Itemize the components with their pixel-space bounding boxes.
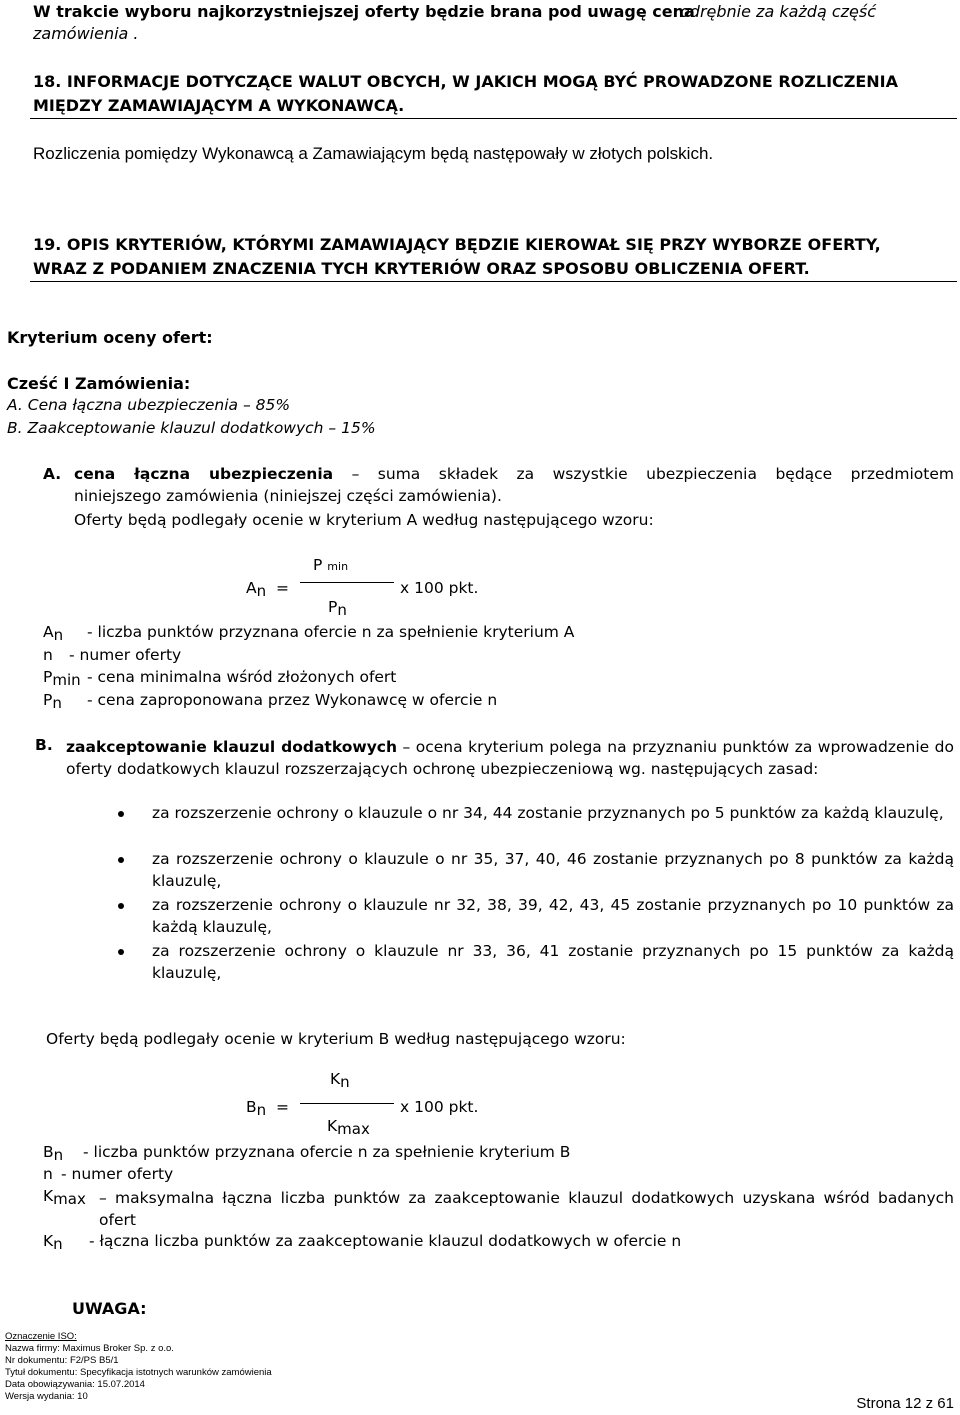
formula-b-equals: = [276,1098,289,1116]
part-title: Cześć I Zamówienia: [7,374,191,393]
block-b-rest: – ocena kryterium polega na przyznaniu punktów za wprowadzenie do oferty dodatkowych klauzul rozszerzających ochronę ubezpieczeniową wg. następujących zasad: [66,738,954,778]
bullet-icon [118,903,124,909]
legend-a-desc-3: - cena zaproponowana przez Wykonawcę w ofercie n [87,691,498,709]
legend-b-sym-3: $K_n$ [43,1232,63,1253]
block-b-intro [66,736,954,780]
block-b-bullet-0: za rozszerzenie ochrony o klauzule o nr 34, 44 zostanie przyznanych po 5 punktów za każdą klauzulę, [152,804,944,822]
section-18-body: Rozliczenia pomiędzy Wykonawcą a Zamawiającym będą następowały w złotych polskich. [33,144,714,163]
formula-a-multiplier: x 100 pkt. [400,579,479,597]
criteria-item-a: A. Cena łączna ubezpieczenia – 85% [7,396,291,414]
block-a-bold-lead: cena łączna ubezpieczenia [74,465,334,483]
formula-b-numerator: $K_n$ [330,1070,350,1091]
formula-a-numerator: P min [313,556,349,574]
legend-b-desc-2: – maksymalna łączna liczba punktów za zaakceptowanie klauzul dodatkowych uzyskana wśród badanych ofert [99,1189,954,1229]
section-18-heading-line2: MIĘDZY ZAMAWIAJĄCYM A WYKONAWCĄ. [33,96,405,115]
block-b-bullet-2: za rozszerzenie ochrony o klauzule nr 32, 38, 39, 42, 43, 45 zostanie przyznanych po 10 punktów za każdą klauzulę, [152,896,954,936]
legend-a-sym-2: $P_{min}$ [43,668,81,689]
block-a-line2: niniejszego zamówienia (niniejszej części zamówienia). [74,487,502,505]
block-b-bold-lead: zaakceptowanie klauzul dodatkowych [66,738,398,756]
block-b-formula-intro: Oferty będą podlegały ocenie w kryterium B według następującego wzoru: [46,1030,626,1048]
section-18-heading-line1: 18. INFORMACJE DOTYCZĄCE WALUT OBCYCH, W JAKICH MOGĄ BYĆ PROWADZONE ROZLICZENIA [33,72,899,91]
formula-b-fraction-bar [300,1103,394,1104]
criteria-title: Kryterium oceny ofert: [7,328,213,347]
page-number: Strona 12 z 61 [856,1395,954,1412]
section-19-heading-line1: 19. OPIS KRYTERIÓW, KTÓRYMI ZAMAWIAJĄCY BĘDZIE KIEROWAŁ SIĘ PRZY WYBORZE OFERTY, [33,235,881,254]
formula-b-denominator: $K_{max}$ [327,1117,370,1138]
uwaga-heading: UWAGA: [72,1299,147,1318]
block-b-bullet-3: za rozszerzenie ochrony o klauzule nr 33, 36, 41 zostanie przyznanych po 15 punktów za każdą klauzulę, [152,942,954,982]
legend-a-sym-0: $A_n$ [43,623,64,644]
legend-b-desc-1: - numer oferty [61,1165,174,1183]
block-a-line1 [74,465,954,483]
legend-a-sym-3: $P_n$ [43,691,62,712]
footer-line-1: Nr dokumentu: F2/PS B5/1 [5,1355,119,1366]
block-b-bullet-1: za rozszerzenie ochrony o klauzule o nr 35, 37, 40, 46 zostanie przyznanych po 8 punktów za każdą klauzulę, [152,850,954,890]
legend-b-desc-0: - liczba punktów przyznana ofercie n za spełnienie kryterium B [83,1143,571,1161]
footer-line-0: Nazwa firmy: Maximus Broker Sp. z o.o. [5,1343,174,1354]
formula-b-lhs: $B_n$ [246,1098,267,1119]
footer-line-2: Tytuł dokumentu: Specyfikacja istotnych warunków zamówienia [5,1367,272,1378]
formula-a-fraction-bar [300,582,394,583]
legend-a-desc-1: - numer oferty [69,646,182,664]
bullet-icon [118,857,124,863]
criteria-item-b: B. Zaakceptowanie klauzul dodatkowych – 15% [7,419,376,437]
bullet-icon [118,811,124,817]
legend-b-sym-0: $B_n$ [43,1143,64,1164]
footer-line-3: Data obowiązywania: 15.07.2014 [5,1379,145,1390]
legend-b-sym-2: $K_{max}$ [43,1187,86,1208]
legend-b-sym-1: n [43,1165,53,1183]
formula-b-multiplier: x 100 pkt. [400,1098,479,1116]
formula-a-lhs: $A_n$ [246,579,267,600]
legend-b-desc-3: - łączna liczba punktów za zaakceptowanie klauzul dodatkowych w ofercie n [89,1232,682,1250]
legend-a-sym-1: n [43,646,53,664]
block-a-rest: – suma składek za wszystkie ubezpieczenia będące przedmiotem [333,465,955,483]
section-18-rule [30,118,957,119]
top-line-italic: odrębnie za każdą część [680,2,877,21]
footer-line-4: Wersja wydania: 10 [5,1391,88,1402]
formula-a-equals: = [276,579,289,597]
top-line-continuation: zamówienia . [33,24,139,43]
bullet-icon [118,949,124,955]
block-a-label: A. [43,465,62,483]
footer-iso-label: Oznaczenie ISO: [5,1331,77,1342]
block-b-label: B. [35,736,53,754]
section-19-rule [30,281,957,282]
top-line-bold: W trakcie wyboru najkorzystniejszej oferty będzie brana pod uwagę cena [33,2,695,21]
legend-a-desc-2: - cena minimalna wśród złożonych ofert [87,668,397,686]
section-19-heading-line2: WRAZ Z PODANIEM ZNACZENIA TYCH KRYTERIÓW ORAZ SPOSOBU OBLICZENIA OFERT. [33,259,810,278]
legend-a-desc-0: - liczba punktów przyznana ofercie n za spełnienie kryterium A [87,623,575,641]
formula-a-denominator: $P_n$ [328,598,347,619]
block-a-formula-intro: Oferty będą podlegały ocenie w kryterium A według następującego wzoru: [74,511,654,529]
